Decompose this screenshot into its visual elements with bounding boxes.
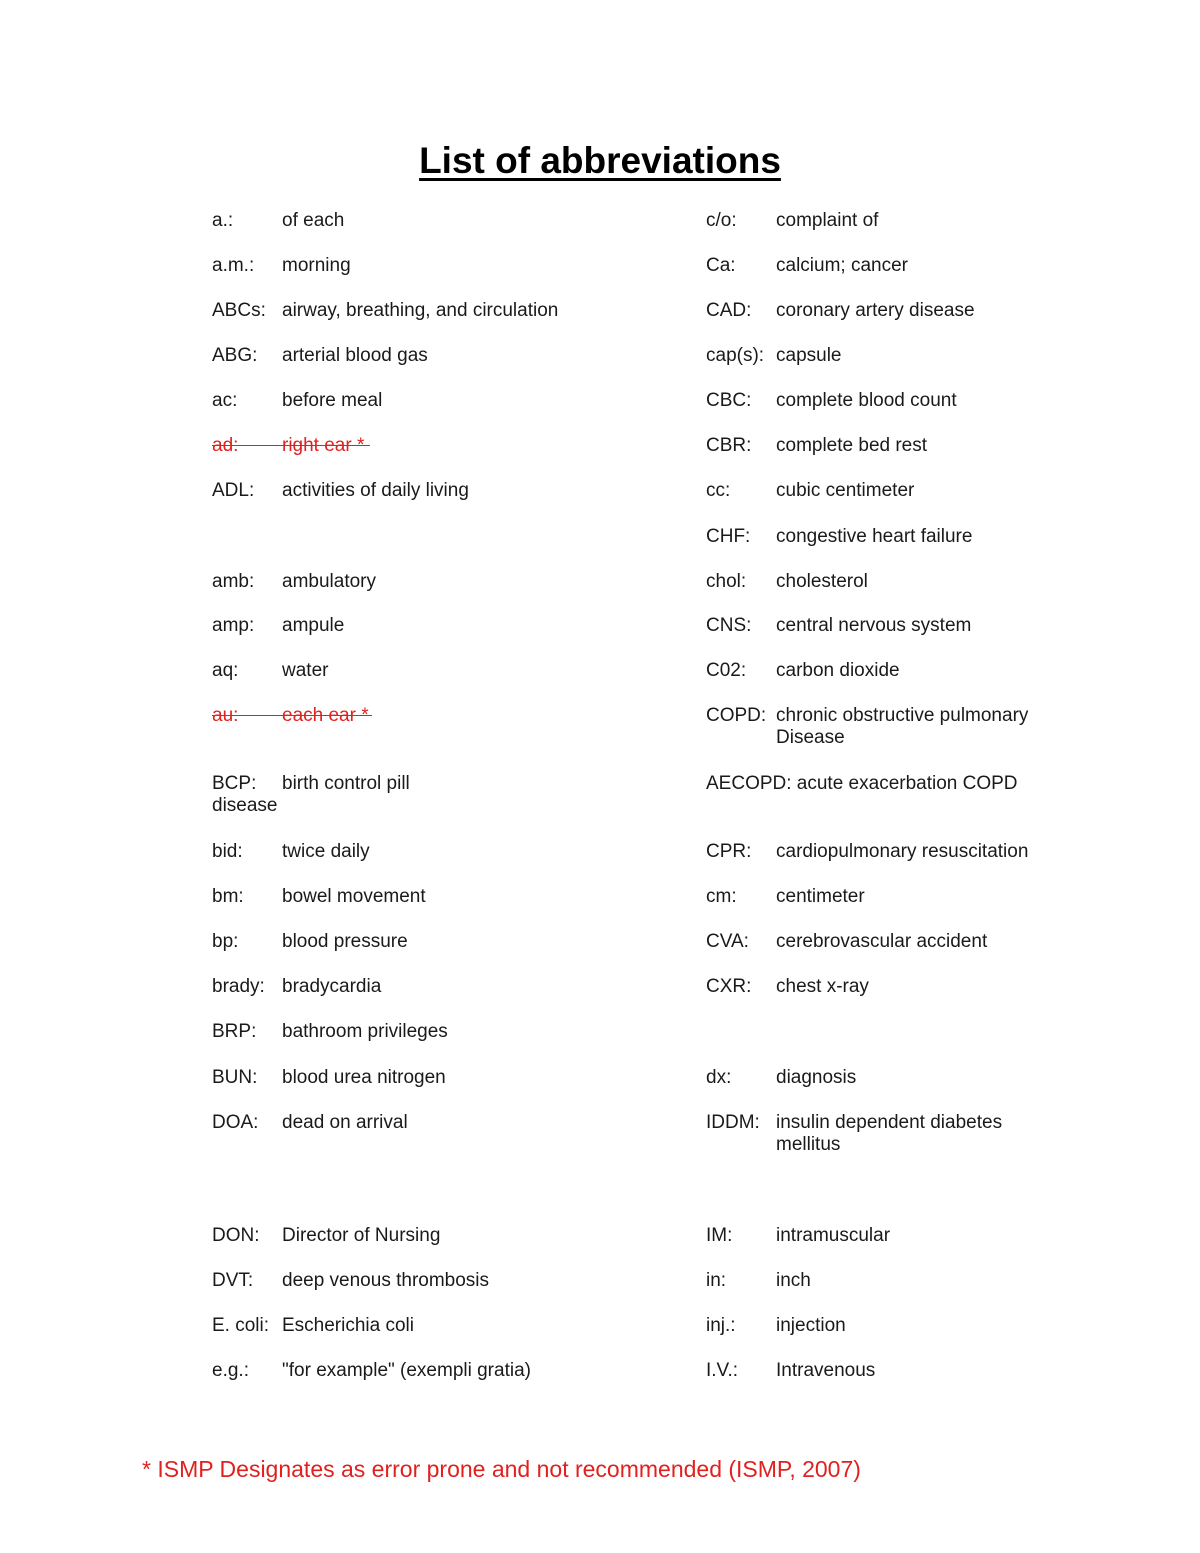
- definition: central nervous system: [776, 615, 972, 636]
- abbreviation: chol:: [706, 571, 747, 592]
- abbreviation: e.g.:: [212, 1360, 249, 1381]
- definition-continuation: Disease: [776, 727, 845, 748]
- abbreviation: a.m.:: [212, 255, 255, 276]
- definition: ampule: [282, 615, 345, 636]
- definition: bowel movement: [282, 886, 426, 907]
- abbreviation: bid:: [212, 841, 243, 862]
- abbreviation: E. coli:: [212, 1315, 270, 1336]
- abbreviation: DOA:: [212, 1112, 259, 1133]
- abbreviation: CVA:: [706, 931, 749, 952]
- definition: "for example" (exempli gratia): [282, 1360, 531, 1381]
- definition: cubic centimeter: [776, 480, 915, 501]
- page-title: List of abbreviations: [419, 140, 781, 181]
- definition: injection: [776, 1315, 846, 1336]
- definition: birth control pill: [282, 773, 410, 794]
- abbreviation: CBC:: [706, 390, 752, 411]
- abbreviation: Ca:: [706, 255, 736, 276]
- definition: activities of daily living: [282, 480, 469, 501]
- abbreviation: I.V.:: [706, 1360, 739, 1381]
- definition: Escherichia coli: [282, 1315, 414, 1336]
- abbreviation: CHF:: [706, 526, 751, 547]
- definition: capsule: [776, 345, 842, 366]
- definition: carbon dioxide: [776, 660, 900, 681]
- definition: congestive heart failure: [776, 526, 973, 547]
- abbreviation: amp:: [212, 615, 255, 636]
- abbreviation: bp:: [212, 931, 239, 952]
- abbreviation: IDDM:: [706, 1112, 760, 1133]
- abbreviation: ADL:: [212, 480, 255, 501]
- abbreviation: CBR:: [706, 435, 752, 456]
- definition: Intravenous: [776, 1360, 876, 1381]
- definition: diagnosis: [776, 1067, 857, 1088]
- abbreviation: a.:: [212, 210, 234, 231]
- definition: twice daily: [282, 841, 370, 862]
- definition: chest x-ray: [776, 976, 869, 997]
- definition: of each: [282, 210, 345, 231]
- abbreviation: ABCs:: [212, 300, 266, 321]
- definition: coronary artery disease: [776, 300, 975, 321]
- abbreviation: amb:: [212, 571, 255, 592]
- definition: before meal: [282, 390, 383, 411]
- abbreviation: BCP:: [212, 773, 257, 794]
- abbreviation: aq:: [212, 660, 239, 681]
- abbreviation: IM:: [706, 1225, 733, 1246]
- definition: water: [282, 660, 329, 681]
- strikethrough-line: [212, 715, 372, 716]
- definition: blood urea nitrogen: [282, 1067, 446, 1088]
- abbreviation-line: AECOPD: acute exacerbation COPD: [706, 773, 1018, 794]
- strikethrough-line: [212, 445, 370, 446]
- definition: right ear *: [282, 435, 365, 456]
- abbreviation: ac:: [212, 390, 238, 411]
- abbreviation: CXR:: [706, 976, 752, 997]
- definition: dead on arrival: [282, 1112, 408, 1133]
- definition: arterial blood gas: [282, 345, 428, 366]
- abbreviation: bm:: [212, 886, 244, 907]
- definition: each ear *: [282, 705, 369, 726]
- definition-continuation: disease: [212, 795, 278, 816]
- abbreviation: inj.:: [706, 1315, 736, 1336]
- abbreviation: COPD:: [706, 705, 767, 726]
- abbreviation: DON:: [212, 1225, 260, 1246]
- definition: complete blood count: [776, 390, 957, 411]
- abbreviation: cap(s):: [706, 345, 765, 366]
- definition: intramuscular: [776, 1225, 891, 1246]
- definition: centimeter: [776, 886, 865, 907]
- abbreviation: au:: [212, 705, 239, 726]
- abbreviation: c/o:: [706, 210, 737, 231]
- abbreviation: cc:: [706, 480, 731, 501]
- abbreviation: DVT:: [212, 1270, 254, 1291]
- definition-continuation: mellitus: [776, 1134, 841, 1155]
- definition: cardiopulmonary resuscitation: [776, 841, 1029, 862]
- abbreviation: cm:: [706, 886, 737, 907]
- definition: chronic obstructive pulmonary: [776, 705, 1029, 726]
- abbreviation: CNS:: [706, 615, 752, 636]
- definition: complaint of: [776, 210, 879, 231]
- abbreviation: brady:: [212, 976, 265, 997]
- definition: bradycardia: [282, 976, 382, 997]
- definition: cholesterol: [776, 571, 868, 592]
- footnote: * ISMP Designates as error prone and not recommended (ISMP, 2007): [142, 1456, 861, 1482]
- abbreviation: BRP:: [212, 1021, 257, 1042]
- definition: blood pressure: [282, 931, 408, 952]
- definition: cerebrovascular accident: [776, 931, 988, 952]
- abbreviation: BUN:: [212, 1067, 258, 1088]
- definition: insulin dependent diabetes: [776, 1112, 1003, 1133]
- abbreviation: C02:: [706, 660, 747, 681]
- definition: morning: [282, 255, 351, 276]
- definition: ambulatory: [282, 571, 376, 592]
- definition: Director of Nursing: [282, 1225, 441, 1246]
- definition: calcium; cancer: [776, 255, 908, 276]
- definition: bathroom privileges: [282, 1021, 448, 1042]
- abbreviation: CAD:: [706, 300, 752, 321]
- abbreviation: CPR:: [706, 841, 752, 862]
- definition: deep venous thrombosis: [282, 1270, 490, 1291]
- definition: inch: [776, 1270, 811, 1291]
- abbreviation: dx:: [706, 1067, 732, 1088]
- definition: complete bed rest: [776, 435, 928, 456]
- abbreviation: ad:: [212, 435, 239, 456]
- definition: airway, breathing, and circulation: [282, 300, 559, 321]
- abbreviation: ABG:: [212, 345, 258, 366]
- abbreviation: in:: [706, 1270, 727, 1291]
